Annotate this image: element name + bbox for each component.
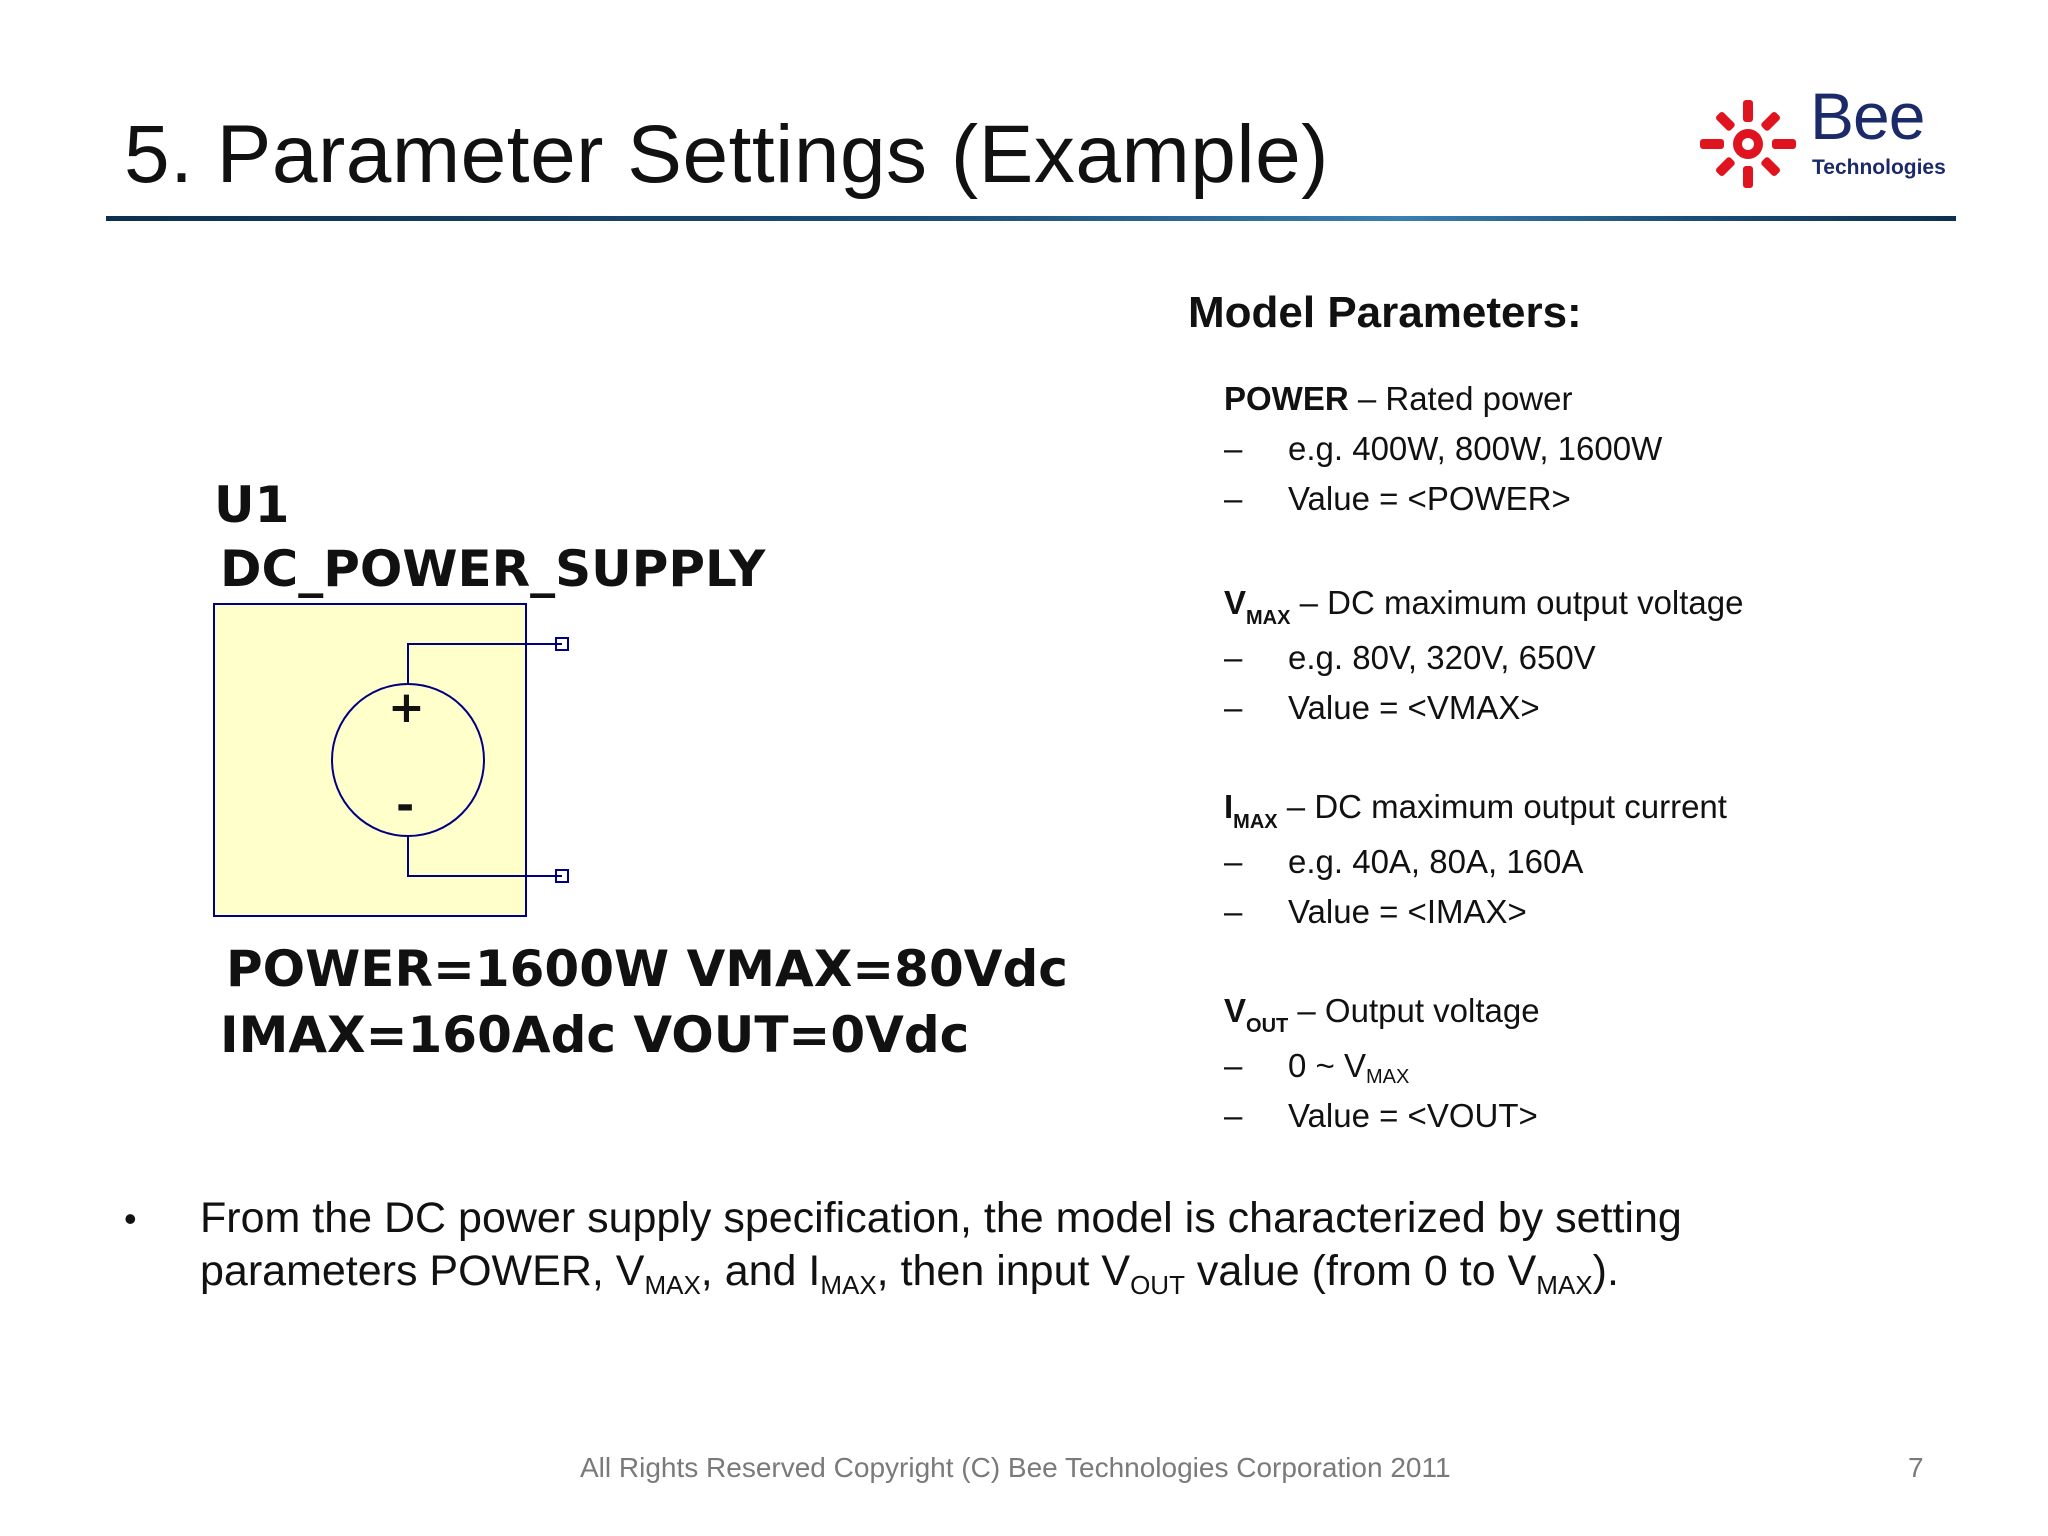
param-vmax-value: Value = <VMAX>: [1288, 689, 1540, 726]
param-vout-range-sub: MAX: [1365, 1066, 1410, 1088]
list-dash: –: [1224, 1097, 1243, 1134]
list-dash: –: [1224, 480, 1243, 517]
page-number: 7: [1908, 1452, 1924, 1483]
list-dash: –: [1224, 1047, 1243, 1084]
summary-sub-1: MAX: [644, 1270, 701, 1300]
param-vout-name: V: [1224, 992, 1247, 1029]
title-divider: [106, 216, 1956, 221]
summary-part-3: , then input V: [876, 1247, 1131, 1295]
param-imax: [1224, 788, 1727, 943]
param-vmax-example: e.g. 80V, 320V, 650V: [1288, 639, 1596, 676]
list-dash: –: [1224, 843, 1243, 880]
param-power-example: e.g. 400W, 800W, 1600W: [1288, 430, 1663, 467]
param-imax-value: Value = <IMAX>: [1288, 893, 1527, 930]
param-vout-desc: – Output voltage: [1288, 992, 1540, 1029]
part-name: DC_POWER_SUPPLY: [220, 540, 766, 598]
param-vout-range-prefix: 0 ~ V: [1288, 1047, 1366, 1084]
param-vmax: [1224, 584, 1744, 739]
param-vout-range: [1288, 1047, 1409, 1089]
param-vout-sub: OUT: [1246, 1015, 1289, 1037]
param-imax-name: I: [1224, 788, 1234, 825]
bee-technologies-logo: [1698, 79, 1958, 192]
param-power-desc: – Rated power: [1348, 380, 1573, 417]
param-values-line-2: IMAX=160Adc VOUT=0Vdc: [220, 1006, 970, 1064]
param-power-name: POWER: [1224, 380, 1349, 417]
bullet-icon: •: [124, 1198, 137, 1239]
list-dash: –: [1224, 689, 1243, 726]
minus-label: -: [396, 780, 415, 831]
list-dash: –: [1224, 893, 1243, 930]
symbol-body: [214, 604, 526, 916]
list-dash: –: [1224, 430, 1243, 467]
logo-subtitle: Technologies: [1812, 156, 1946, 179]
plus-label: +: [388, 682, 425, 733]
param-vmax-desc: – DC maximum output voltage: [1290, 584, 1744, 621]
list-dash: –: [1224, 639, 1243, 676]
summary-sub-3: OUT: [1130, 1270, 1185, 1300]
param-vout-value: Value = <VOUT>: [1288, 1097, 1538, 1134]
dc-power-supply-schematic: [200, 470, 1068, 1090]
summary-part-2: , and I: [700, 1247, 821, 1295]
summary-sub-4: MAX: [1536, 1270, 1593, 1300]
copyright-footer: All Rights Reserved Copyright (C) Bee Technologies Corporation 2011: [580, 1452, 1451, 1483]
summary-part-1: From the DC power supply specification, the model is characterized by setting parameters POWER, V: [200, 1194, 1682, 1295]
param-vmax-sub: MAX: [1246, 607, 1291, 629]
slide-title: 5. Parameter Settings (Example): [124, 109, 1329, 200]
param-vmax-name: V: [1224, 584, 1247, 621]
param-vout: [1224, 992, 1540, 1147]
param-imax-desc: – DC maximum output current: [1277, 788, 1727, 825]
params-heading: Model Parameters:: [1188, 288, 1582, 337]
param-imax-example: e.g. 40A, 80A, 160A: [1288, 843, 1584, 880]
logo-wordmark: Bee: [1810, 79, 1925, 153]
param-power-value: Value = <POWER>: [1288, 480, 1571, 517]
param-values-line-1: POWER=1600W VMAX=80Vdc: [226, 940, 1068, 998]
param-imax-sub: MAX: [1233, 811, 1278, 833]
part-reference: U1: [214, 476, 290, 534]
summary-sub-2: MAX: [820, 1270, 877, 1300]
bee-logo-mark-icon: [1698, 96, 1802, 192]
param-power: [1224, 380, 1663, 530]
summary-part-5: ).: [1592, 1247, 1619, 1295]
summary-text: [200, 1192, 1900, 1312]
summary-part-4: value (from 0 to V: [1184, 1247, 1537, 1295]
